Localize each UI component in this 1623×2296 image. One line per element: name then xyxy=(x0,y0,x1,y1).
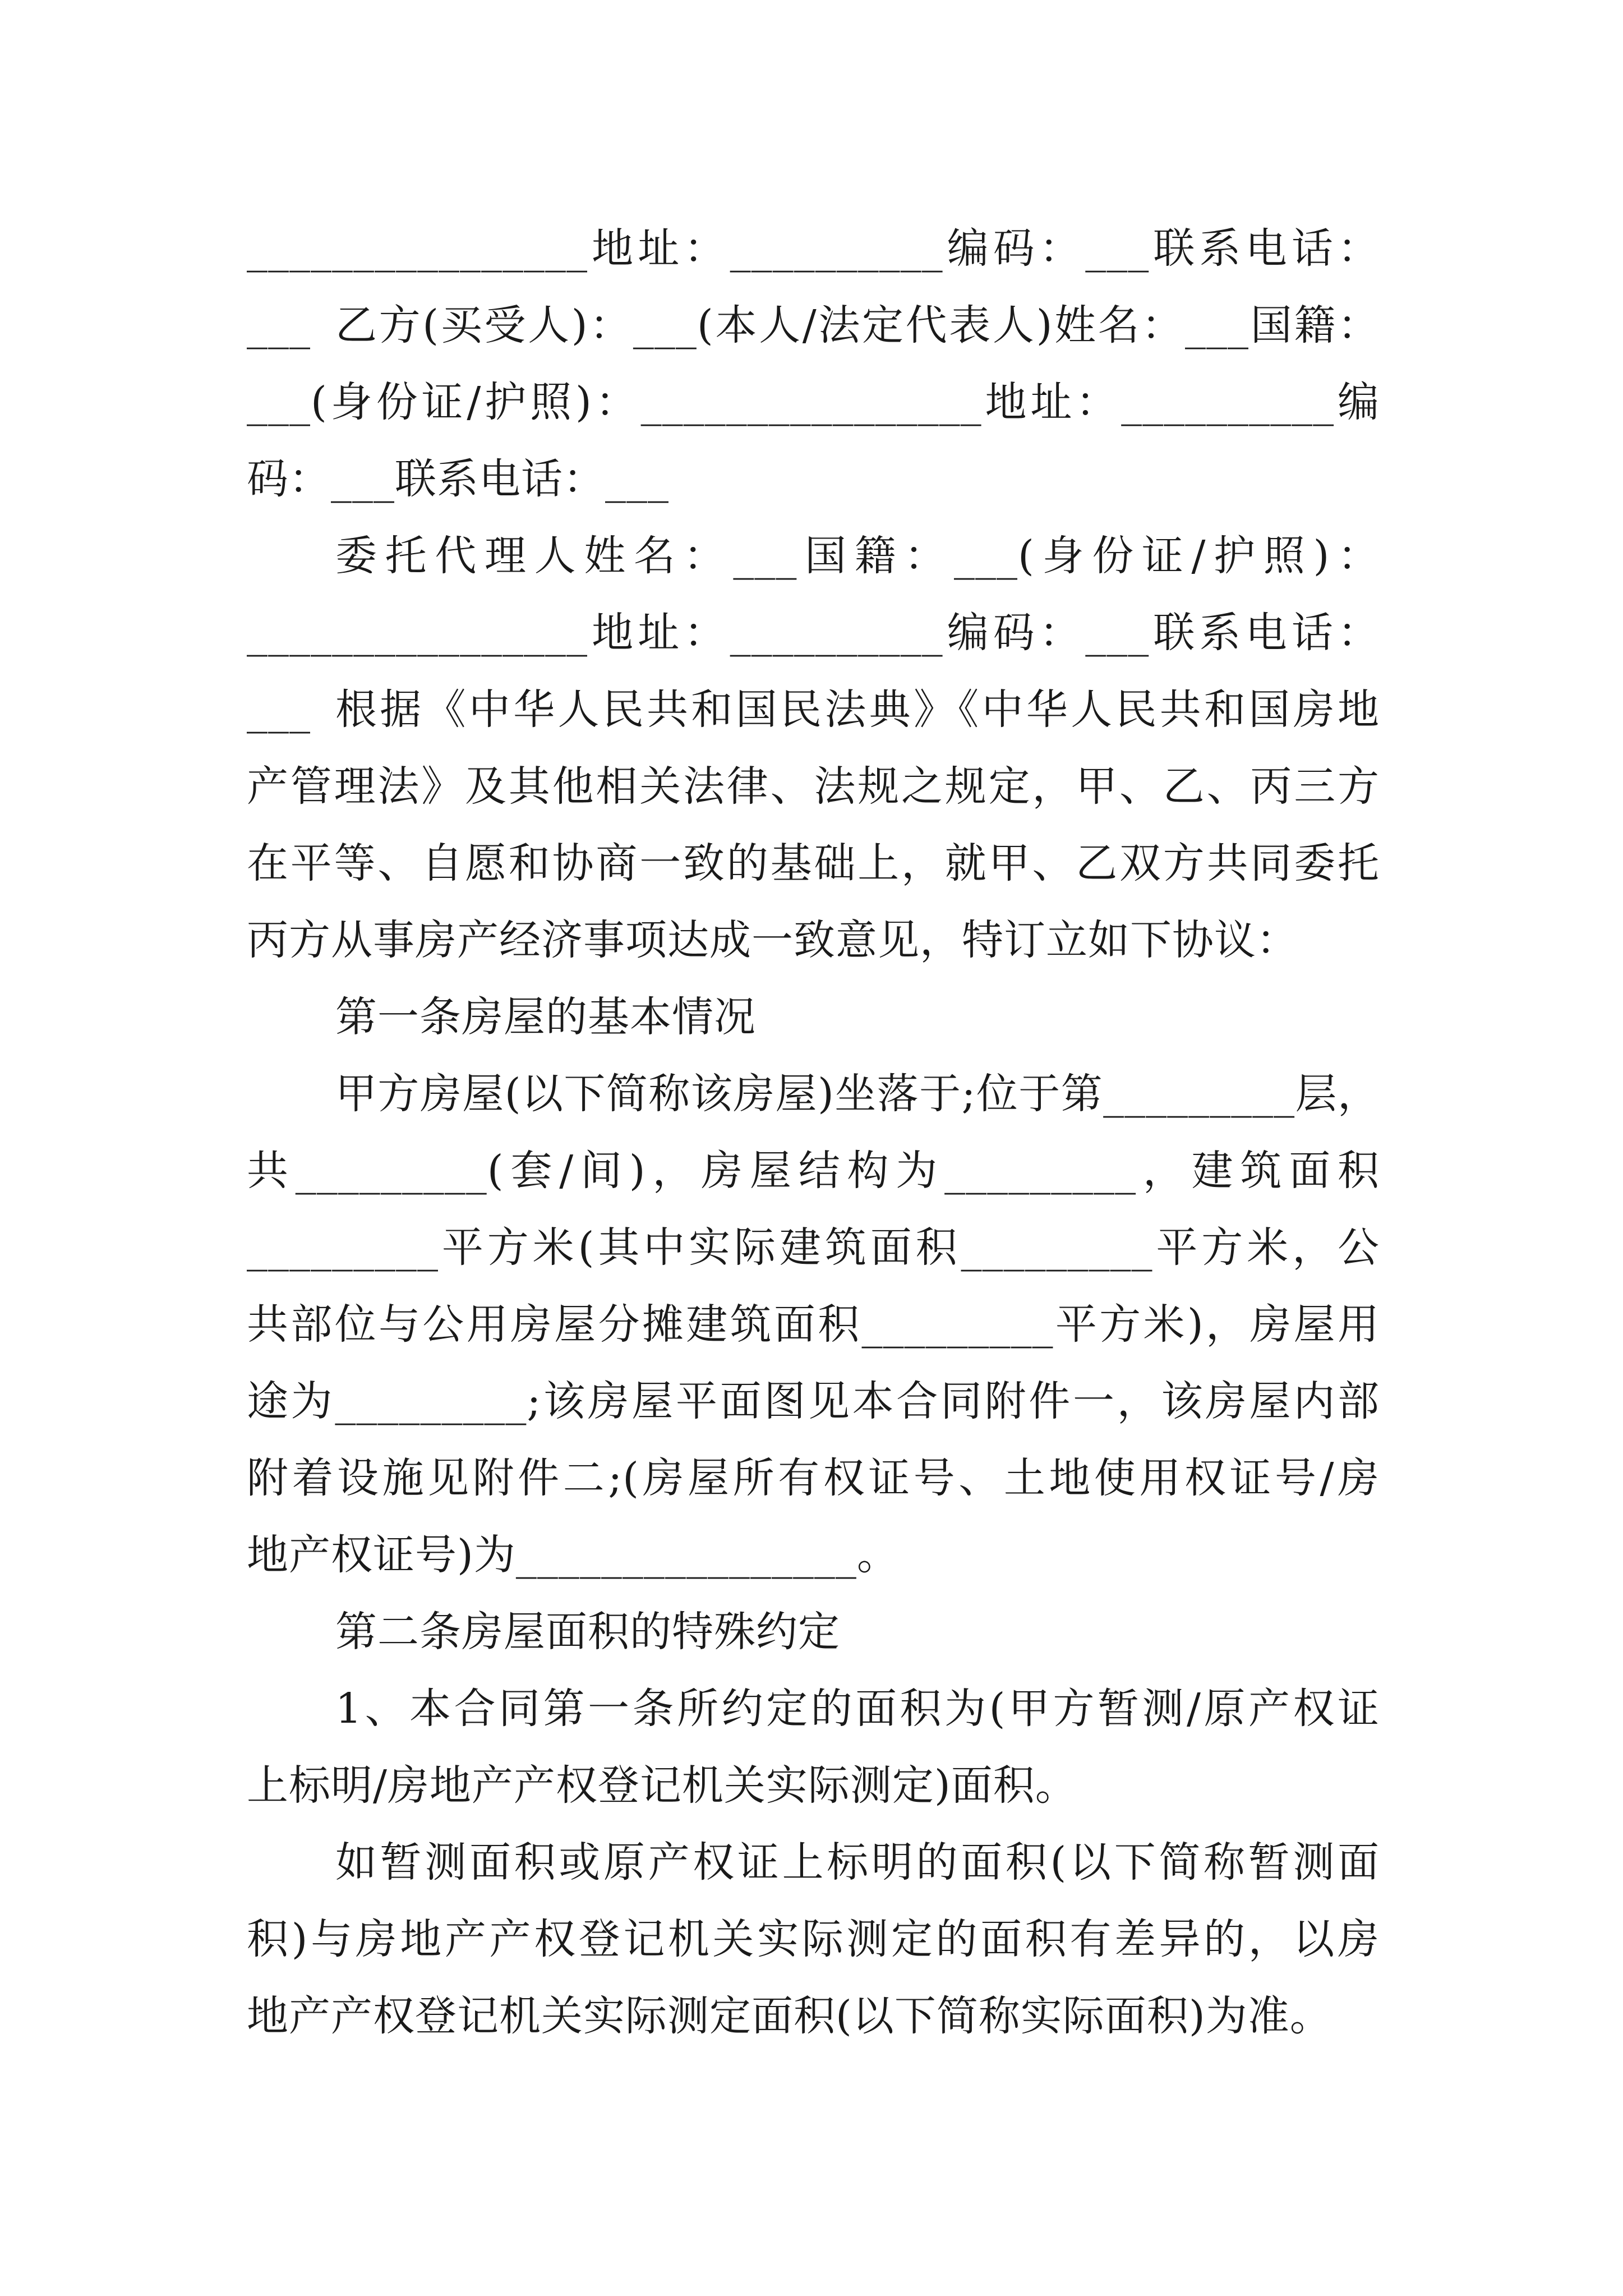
text-line-article-1-c: _________平方米(其中实际建筑面积_________平方米，公 xyxy=(247,1223,1380,1272)
text-line-article-1-b: 共_________(套/间)，房屋结构为_________，建筑面积 xyxy=(247,1147,1380,1195)
text-line-seller-address: ________________地址：__________编码：___联系电话：___ xyxy=(247,224,1380,349)
text-line-preamble-4: 丙方从事房产经济事项达成一致意见，特订立如下协议： xyxy=(247,916,1298,964)
text-line-agent-info: 委托代理人姓名：___国籍：___(身份证/护照)： xyxy=(335,532,1380,580)
text-line-article-2-c: 如暂测面积或原产权证上标明的面积(以下简称暂测面 xyxy=(335,1838,1380,1887)
text-line-preamble-2: 产管理法》及其他相关法律、法规之规定，甲、乙、丙三方 xyxy=(247,762,1380,811)
text-line-agent-address: ________________地址：__________编码：___联系电话：___ xyxy=(247,609,1380,734)
text-line-article-2-d: 积)与房地产产权登记机关实际测定的面积有差异的，以房 xyxy=(247,1915,1380,1963)
text-line-article-2-b: 上标明/房地产产权登记机关实际测定)面积。 xyxy=(247,1761,1077,1810)
text-line-buyer-id: ___(身份证/护照)：________________地址：__________编 xyxy=(247,378,1380,426)
text-line-article-1-e: 途为_________;该房屋平面图见本合同附件一，该房屋内部 xyxy=(247,1377,1380,1425)
text-line-article-1-d: 共部位与公用房屋分摊建筑面积_________平方米)，房屋用 xyxy=(247,1300,1380,1349)
text-line-article-2-e: 地产产权登记机关实际测定面积(以下简称实际面积)为准。 xyxy=(247,1992,1332,2040)
text-line-article-1-f: 附着设施见附件二;(房屋所有权证号、土地使用权证号/房 xyxy=(247,1454,1380,1502)
document-body xyxy=(247,210,1380,2055)
text-line-article-1-g: 地产权证号)为________________。 xyxy=(247,1531,899,1579)
text-line-buyer-info: 乙方(买受人)：___(本人/法定代表人)姓名：___国籍： xyxy=(335,301,1380,349)
text-line-preamble-1: 根据《中华人民共和国民法典》《中华人民共和国房地 xyxy=(335,685,1380,734)
text-line-preamble-3: 在平等、自愿和协商一致的基础上，就甲、乙双方共同委托 xyxy=(247,839,1380,887)
section-heading-article-1: 第一条房屋的基本情况 xyxy=(335,993,756,1041)
text-line-buyer-phone: 码：___联系电话：___ xyxy=(247,455,669,503)
text-line-article-1-a: 甲方房屋(以下简称该房屋)坐落于;位于第_________层， xyxy=(335,1070,1380,1118)
text-line-article-2-a: 1、本合同第一条所约定的面积为(甲方暂测/原产权证 xyxy=(335,1685,1380,1733)
section-heading-article-2: 第二条房屋面积的特殊约定 xyxy=(335,1608,840,1656)
